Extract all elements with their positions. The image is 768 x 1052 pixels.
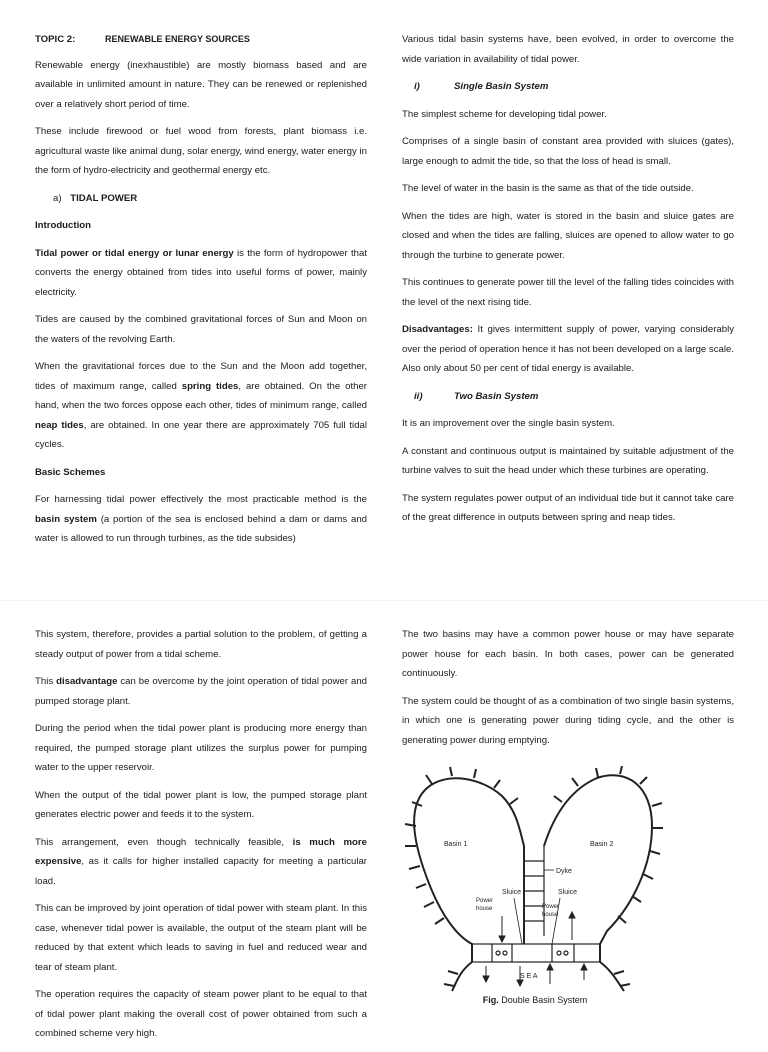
top-right-column — [402, 30, 734, 536]
section-a-heading — [53, 189, 367, 209]
double-basin-diagram — [402, 766, 668, 996]
top-left-column — [35, 30, 367, 557]
power-house-right-label-1: Power — [542, 904, 560, 910]
constant-output-paragraph: A constant and continuous output is maintained by suitable adjustment of the turbine valves to suit the head under which these turbines are operating. — [402, 445, 734, 476]
power-house-right-label-2: house — [542, 912, 559, 918]
basin-text-1: For harnessing tidal power effectively the most practicable method is the — [35, 494, 367, 505]
continues-paragraph: This continues to generate power till the level of the falling tides coincides with the level of the next rising tide. — [402, 277, 734, 308]
left-arm-outline — [452, 962, 472, 991]
disadvantages-label: Disadvantages: — [402, 324, 473, 335]
two-basin-number: ii) — [414, 390, 423, 402]
combination-paragraph: The system could be thought of as a combination of two single basin systems, in which one is generating power during tiding cycle, and the other is generating power during emptying. — [402, 695, 734, 746]
tides-high-paragraph: When the tides are high, water is stored in the basin and sluice gates are closed and when the tides are falling, sluices are opened to allow water to go through the turbine to generate power. — [402, 210, 734, 261]
comprises-paragraph: Comprises of a single basin of constant area provided with sluices (gates), large enough to admit the tide, so that the loss of head is small. — [402, 136, 734, 167]
bottom-right-column — [402, 625, 734, 758]
tidal-definition-term: Tidal power or tidal energy or lunar energy — [35, 247, 234, 259]
single-basin-number: i) — [414, 81, 420, 92]
power-house-left-label-1: Power — [476, 898, 494, 904]
topic-number: TOPIC 2: — [35, 34, 76, 45]
spring-tides-term: spring tides — [181, 380, 239, 392]
figure-title: Double Basin System — [501, 995, 588, 1005]
two-basin-title: Two Basin System — [454, 390, 539, 402]
figure-caption — [402, 995, 668, 1005]
single-basin-title: Single Basin System — [454, 81, 549, 92]
improvement-paragraph: It is an improvement over the single basin system. — [402, 418, 615, 429]
disadvantage-text-1: This — [35, 676, 57, 687]
arrangement-paragraph — [35, 833, 367, 892]
single-basin-heading — [402, 77, 734, 97]
two-basins-paragraph: The two basins may have a common power house or may have separate power house for each basin. In both cases, power can be generated continuously. — [402, 629, 734, 679]
disadvantage-paragraph — [35, 672, 367, 711]
neap-tides-term: neap tides — [35, 419, 84, 431]
tidal-definition-paragraph — [35, 244, 367, 303]
basin-1-outline — [414, 778, 524, 962]
basin-system-term: basin system — [35, 513, 97, 525]
sluice-left-label: Sluice — [502, 889, 522, 896]
basic-schemes-heading: Basic Schemes — [35, 466, 106, 478]
arrangement-text-2: , as it calls for higher installed capacity for meeting a particular load. — [35, 856, 367, 887]
page-bottom — [0, 600, 768, 1039]
basin-2-label: Basin 2 — [590, 841, 614, 848]
variations-paragraph: Various tidal basin systems have, been evolved, in order to overcome the wide variation in availability of tidal power. — [402, 34, 734, 65]
disadvantage-text-2: can be overcome by the joint operation of tidal power and pumped storage plant. — [35, 676, 367, 707]
partial-solution-paragraph: This system, therefore, provides a partial solution to the problem, of getting a steady output of power from a tidal scheme. — [35, 629, 367, 660]
regulates-paragraph: The system regulates power output of an individual tide but it cannot take care of the great difference in outputs between spring and neap tides. — [402, 492, 734, 523]
expensive-term: is much more expensive — [35, 836, 367, 867]
two-basin-heading — [402, 387, 734, 407]
tidal-definition-text: is the form of hydropower that converts the energy obtained from tides into useful forms of power, mainly electricity. — [35, 247, 367, 298]
figure-label: Fig. — [482, 995, 499, 1005]
intro-paragraph-2: These include firewood or fuel wood from forests, plant biomass i.e. agricultural waste like animal dung, solar energy, wind energy, water energy in the form of hydro-electricity and geothermal energy etc. — [35, 126, 367, 176]
disadvantages-paragraph — [402, 320, 734, 379]
section-a-number: a) — [53, 192, 62, 204]
topic-heading — [35, 30, 367, 50]
spring-text-3: , are obtained. In one year there are approximately 705 full tidal cycles. — [35, 419, 367, 450]
operation-paragraph: The operation requires the capacity of steam power plant to be equal to that of tidal power plant making the overall cost of power obtained from such a combined scheme very high. — [35, 989, 367, 1039]
basin-text-2: (a portion of the sea is enclosed behind a dam or dams and water is allowed to run through turbines, as the tide subsides) — [35, 513, 367, 544]
pumped-storage-paragraph: During the period when the tidal power plant is producing more energy than required, the pumped storage plant utilizes the surplus power for pumping water to the upper reservoir. — [35, 723, 367, 773]
arrangement-text-1: This arrangement, even though technically feasible, — [35, 836, 293, 848]
bottom-dyke — [472, 944, 600, 962]
topic-title: RENEWABLE ENERGY SOURCES — [105, 34, 250, 44]
introduction-heading: Introduction — [35, 220, 91, 231]
dyke-label: Dyke — [556, 868, 572, 875]
sea-label: S E A — [520, 973, 538, 980]
basin-system-paragraph — [35, 490, 367, 549]
disadvantages-text: It gives intermittent supply of power, varying considerably over the period of operation hence it has not been developed on a large scale. Also only about 50 per cent of tidal energy is available. — [402, 324, 734, 374]
intro-paragraph-1: Renewable energy (inexhaustible) are mostly biomass based and are available in unlimited amount in nature. They can be renewed or replenished over a relatively short period of time. — [35, 59, 367, 110]
output-low-paragraph: When the output of the tidal power plant is low, the pumped storage plant generates electric power and feeds it to the system. — [35, 789, 367, 820]
spring-text-2: , are obtained. On the other hand, when the two forces oppose each other, tides of minimum range, called — [35, 380, 368, 411]
power-house-left-label-2: house — [476, 906, 493, 912]
spring-text-1: When the gravitational forces due to the Sun and the Moon add together, tides of maximum range, called — [35, 361, 367, 392]
section-a-title: TIDAL POWER — [70, 192, 138, 204]
level-paragraph: The level of water in the basin is the same as that of the tide outside. — [402, 183, 694, 194]
steam-plant-paragraph: This can be improved by joint operation of tidal power with steam plant. In this case, whenever tidal power is available, the output of the steam plant will be reduced by that extent which leads to saving in fuel and reduced wear and tear of steam plant. — [35, 903, 367, 973]
simplest-paragraph: The simplest scheme for developing tidal power. — [402, 108, 607, 120]
tides-cause-paragraph: Tides are caused by the combined gravitational forces of Sun and Moon on the waters of the revolving Earth. — [35, 314, 367, 345]
central-dyke — [524, 846, 544, 936]
basin-1-label: Basin 1 — [444, 841, 468, 848]
spring-neap-paragraph — [35, 357, 367, 455]
sluice-right-label: Sluice — [558, 889, 578, 896]
disadvantage-term: disadvantage — [56, 676, 118, 687]
bottom-left-column — [35, 625, 367, 1052]
